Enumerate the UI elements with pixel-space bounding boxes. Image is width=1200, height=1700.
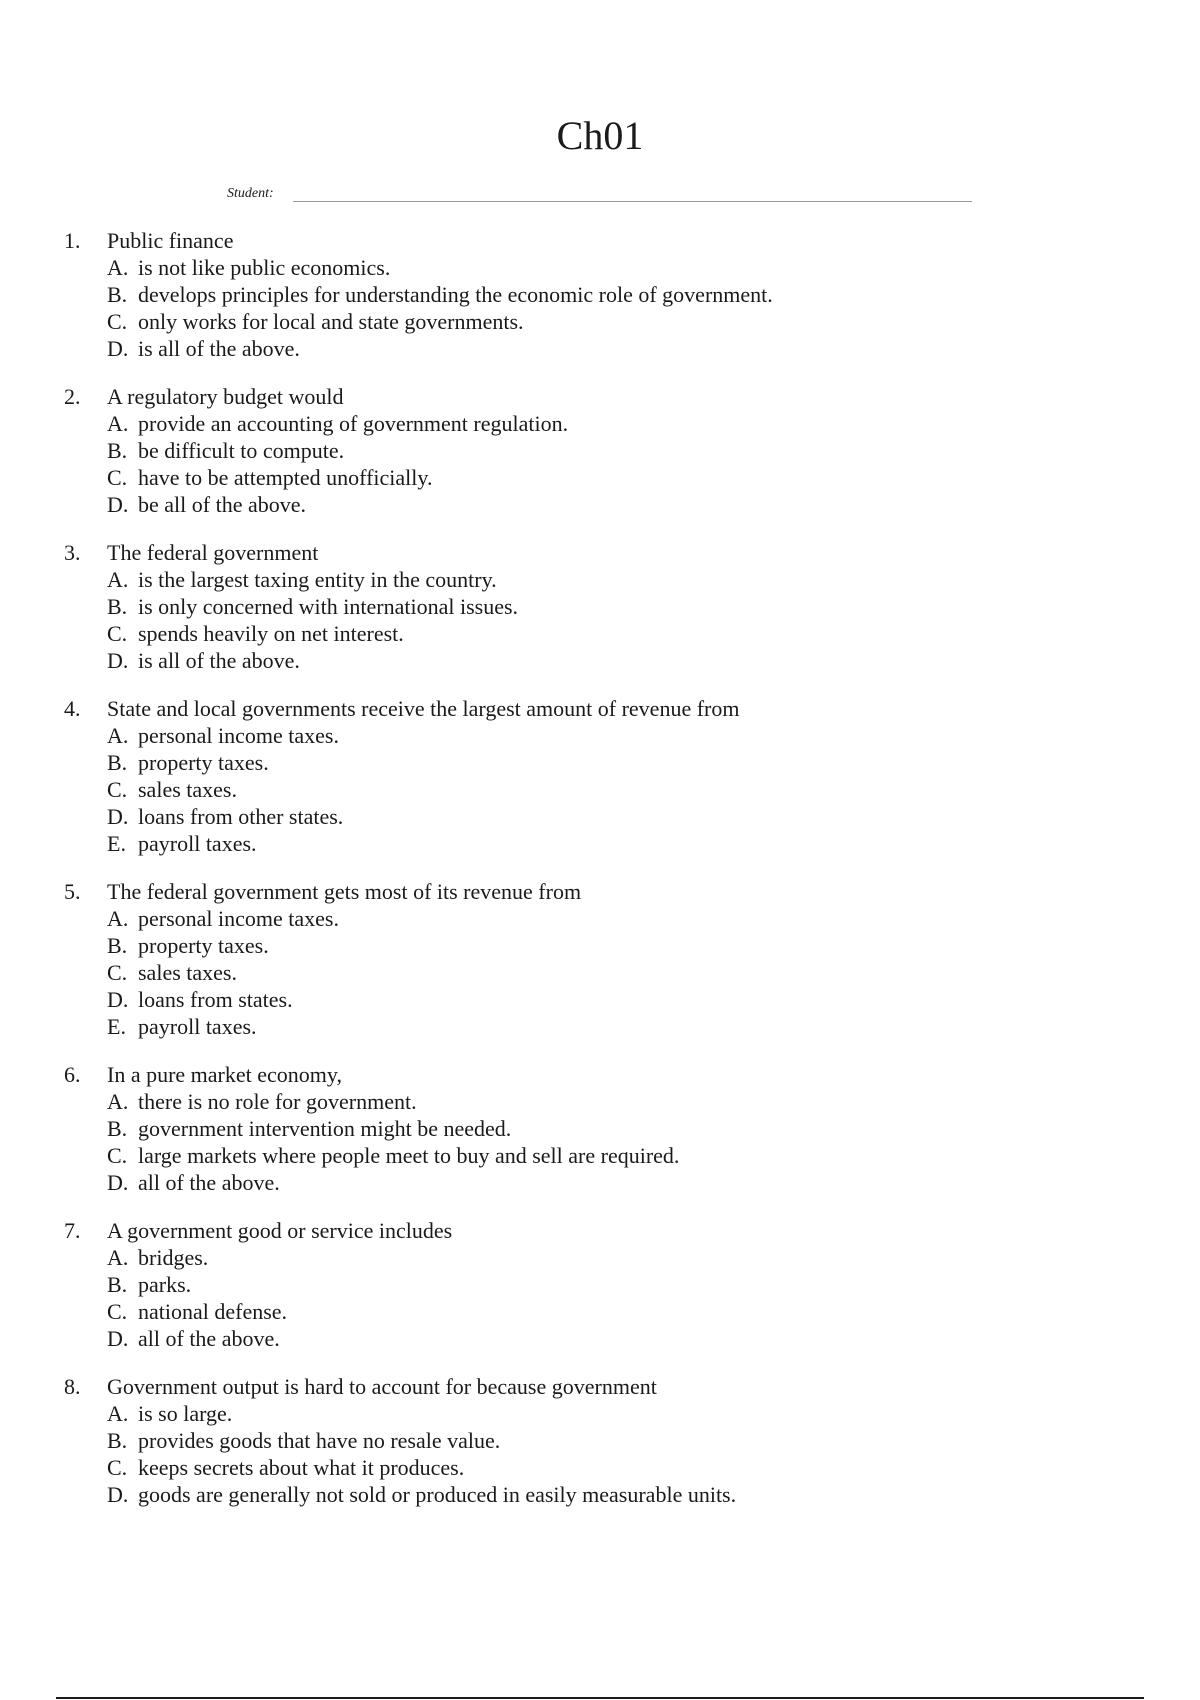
answer-option [107, 959, 1124, 986]
option-letter: A. [107, 255, 129, 280]
option-text: develops principles for understanding the economic role of government. [138, 282, 773, 307]
option-text: loans from other states. [138, 804, 344, 829]
answer-option [107, 1142, 1124, 1169]
option-letter: B. [107, 594, 128, 619]
answer-option [107, 566, 1124, 593]
answer-option [107, 464, 1124, 491]
answer-option [107, 722, 1124, 749]
answer-option [107, 308, 1124, 335]
option-letter: B. [107, 1272, 128, 1297]
option-letter: A. [107, 723, 129, 748]
page-title: Ch01 [556, 113, 644, 158]
question-list [64, 227, 1124, 1529]
answer-option [107, 986, 1124, 1013]
answer-option [107, 491, 1124, 518]
option-text: there is no role for government. [138, 1089, 417, 1114]
option-letter: D. [107, 1170, 129, 1195]
option-text: sales taxes. [138, 960, 237, 985]
answer-option [107, 1088, 1124, 1115]
option-letter: D. [107, 1482, 129, 1507]
question-number: 3. [64, 540, 81, 565]
answer-option [107, 281, 1124, 308]
option-letter: B. [107, 933, 128, 958]
option-letter: C. [107, 1143, 128, 1168]
option-text: is so large. [138, 1401, 233, 1426]
answer-option [107, 1400, 1124, 1427]
option-text: sales taxes. [138, 777, 237, 802]
option-letter: D. [107, 987, 129, 1012]
option-text: have to be attempted unofficially. [138, 465, 433, 490]
option-letter: E. [107, 1014, 126, 1039]
answer-option [107, 1169, 1124, 1196]
option-letter: D. [107, 492, 129, 517]
option-text: bridges. [138, 1245, 209, 1270]
answer-option [107, 593, 1124, 620]
page-bottom-rule [56, 1697, 1144, 1699]
question-stem: State and local governments receive the largest amount of revenue from [107, 696, 740, 721]
option-text: government intervention might be needed. [138, 1116, 512, 1141]
answer-options [107, 566, 1124, 674]
question-item [64, 539, 1124, 674]
option-letter: A. [107, 1245, 129, 1270]
answer-options [107, 905, 1124, 1040]
question-item [64, 1061, 1124, 1196]
question-number: 1. [64, 228, 81, 253]
answer-options [107, 1244, 1124, 1352]
answer-option [107, 1481, 1124, 1508]
question-number: 5. [64, 879, 81, 904]
question-stem: A government good or service includes [107, 1218, 453, 1243]
option-text: goods are generally not sold or produced in easily measurable units. [138, 1482, 737, 1507]
option-text: payroll taxes. [138, 1014, 257, 1039]
option-letter: A. [107, 411, 129, 436]
question-stem: The federal government [107, 540, 319, 565]
option-letter: B. [107, 282, 128, 307]
question-item [64, 878, 1124, 1040]
answer-option [107, 647, 1124, 674]
answer-option [107, 335, 1124, 362]
option-text: personal income taxes. [138, 723, 339, 748]
question-number: 2. [64, 384, 81, 409]
option-text: is only concerned with international issues. [138, 594, 519, 619]
option-text: only works for local and state governments. [138, 309, 524, 334]
question-stem: A regulatory budget would [107, 384, 344, 409]
option-letter: C. [107, 1455, 128, 1480]
answer-option [107, 620, 1124, 647]
answer-options [107, 1400, 1124, 1508]
option-text: loans from states. [138, 987, 293, 1012]
student-name-line [293, 201, 972, 202]
option-text: personal income taxes. [138, 906, 339, 931]
question-stem: Public finance [107, 228, 234, 253]
answer-option [107, 776, 1124, 803]
question-number: 4. [64, 696, 81, 721]
option-letter: C. [107, 309, 128, 334]
answer-option [107, 1271, 1124, 1298]
option-letter: D. [107, 1326, 129, 1351]
option-letter: B. [107, 1116, 128, 1141]
option-text: provide an accounting of government regulation. [138, 411, 569, 436]
option-text: keeps secrets about what it produces. [138, 1455, 465, 1480]
question-stem: The federal government gets most of its revenue from [107, 879, 582, 904]
option-letter: C. [107, 960, 128, 985]
answer-option [107, 437, 1124, 464]
question-stem: In a pure market economy, [107, 1062, 342, 1087]
option-text: national defense. [138, 1299, 288, 1324]
answer-option [107, 830, 1124, 857]
answer-option [107, 932, 1124, 959]
answer-option [107, 905, 1124, 932]
answer-option [107, 1427, 1124, 1454]
answer-option [107, 1325, 1124, 1352]
option-text: is all of the above. [138, 336, 300, 361]
option-text: all of the above. [138, 1326, 280, 1351]
option-letter: A. [107, 1089, 129, 1114]
question-item [64, 695, 1124, 857]
option-letter: B. [107, 1428, 128, 1453]
question-number: 8. [64, 1374, 81, 1399]
option-text: large markets where people meet to buy and sell are required. [138, 1143, 680, 1168]
option-letter: D. [107, 804, 129, 829]
answer-options [107, 1088, 1124, 1196]
option-letter: D. [107, 648, 129, 673]
option-letter: E. [107, 831, 126, 856]
answer-option [107, 410, 1124, 437]
answer-option [107, 749, 1124, 776]
answer-option [107, 803, 1124, 830]
answer-option [107, 254, 1124, 281]
option-text: be all of the above. [138, 492, 306, 517]
option-letter: D. [107, 336, 129, 361]
option-text: be difficult to compute. [138, 438, 345, 463]
option-text: parks. [138, 1272, 192, 1297]
answer-options [107, 410, 1124, 518]
option-letter: A. [107, 906, 129, 931]
question-number: 6. [64, 1062, 81, 1087]
student-label: Student: [227, 186, 274, 201]
answer-options [107, 254, 1124, 362]
option-text: all of the above. [138, 1170, 280, 1195]
question-item [64, 1373, 1124, 1508]
answer-options [107, 722, 1124, 857]
option-text: property taxes. [138, 933, 269, 958]
option-letter: C. [107, 1299, 128, 1324]
student-name-row [227, 184, 972, 206]
option-text: property taxes. [138, 750, 269, 775]
option-text: is not like public economics. [138, 255, 391, 280]
option-text: payroll taxes. [138, 831, 257, 856]
option-letter: B. [107, 438, 128, 463]
question-stem: Government output is hard to account for because government [107, 1374, 657, 1399]
option-text: provides goods that have no resale value. [138, 1428, 501, 1453]
question-item [64, 227, 1124, 362]
option-text: spends heavily on net interest. [138, 621, 404, 646]
answer-option [107, 1013, 1124, 1040]
option-letter: C. [107, 777, 128, 802]
option-text: is all of the above. [138, 648, 300, 673]
question-item [64, 383, 1124, 518]
answer-option [107, 1454, 1124, 1481]
option-letter: A. [107, 567, 129, 592]
answer-option [107, 1115, 1124, 1142]
question-item [64, 1217, 1124, 1352]
option-letter: C. [107, 465, 128, 490]
option-letter: C. [107, 621, 128, 646]
option-letter: A. [107, 1401, 129, 1426]
option-letter: B. [107, 750, 128, 775]
option-text: is the largest taxing entity in the country. [138, 567, 497, 592]
answer-option [107, 1298, 1124, 1325]
answer-option [107, 1244, 1124, 1271]
question-number: 7. [64, 1218, 81, 1243]
